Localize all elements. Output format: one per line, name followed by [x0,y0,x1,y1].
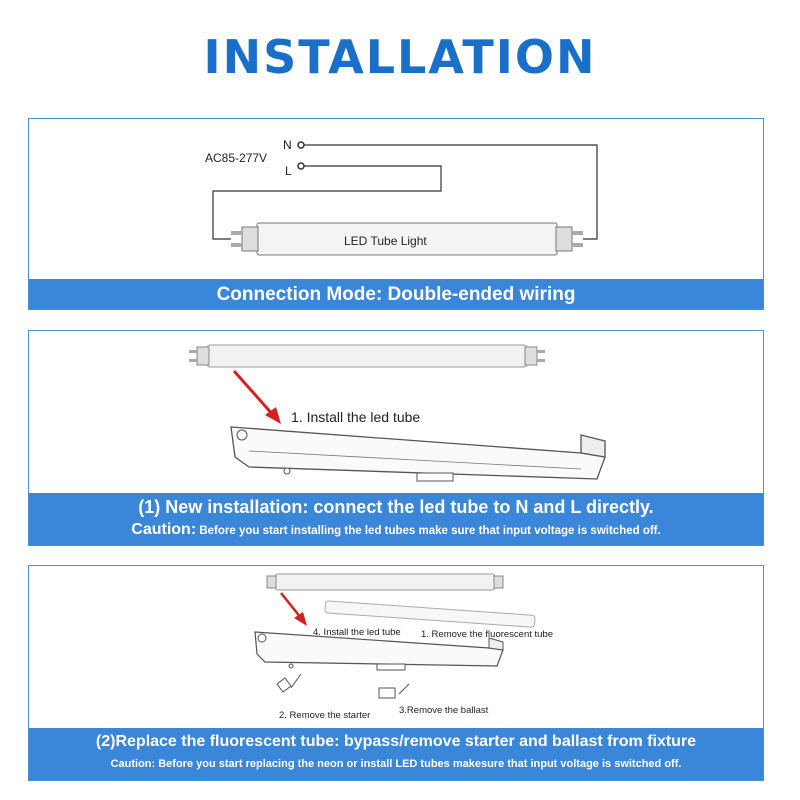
new-installation-illustration [29,331,765,495]
connection-mode-band [29,279,763,309]
left-pin-bottom [231,243,242,247]
tube-label: LED Tube Light [344,234,427,248]
left-end-cap [242,227,258,251]
install-arrow [234,371,274,416]
step-3-label: 3.Remove the ballast [399,705,489,716]
step-1-label: 1. Install the led tube [291,409,421,425]
l-label: L [285,164,292,178]
tube-cap [267,576,276,588]
new-installation-panel [28,330,764,546]
n-terminal [298,142,304,148]
new-installation-band [29,493,763,545]
install-arrow [281,593,301,618]
wiring-panel [28,118,764,310]
ballast-icon [379,688,395,698]
fixture-slot [417,473,453,481]
right-end-cap [556,227,572,251]
left-pin-top [231,231,242,235]
replace-band [29,728,763,780]
fixture-slot [377,664,405,670]
wiring-diagram [29,119,765,281]
fixture-screw [289,664,293,668]
fluorescent-tube [325,601,535,628]
fixture-end [581,435,605,457]
pin [189,350,197,353]
replace-illustration [29,566,765,730]
new-installation-text: (1) New installation: connect the led tube to N and L directly. [138,497,654,517]
pin [537,359,545,362]
pin [189,359,197,362]
step-4-label: 4. Install the led tube [313,627,401,638]
replace-caution: Caution: Before you start replacing the neon or install LED tubes makesure that input voltage is switched off. [110,758,682,770]
right-pin-top [572,231,583,235]
connection-mode-text: Connection Mode: Double-ended wiring [216,284,576,305]
ballast-pointer [399,684,409,694]
caution-text: Before you start installing the led tubes make sure that input voltage is switched off. [196,525,661,537]
tube-cap [494,576,503,588]
tube-cap-right [525,347,537,365]
ac-voltage-label: AC85-277V [205,151,268,165]
replace-text: (2)Replace the fluorescent tube: bypass/remove starter and ballast from fixture [95,733,697,750]
pin [537,350,545,353]
led-tube [275,574,495,590]
right-pin-bottom [572,243,583,247]
caution-line [29,521,763,539]
fixture-hole [258,634,266,642]
led-tube [207,345,527,367]
page-title: INSTALLATION [203,30,597,84]
l-terminal [298,163,304,169]
caution-label: Caution: [131,521,197,538]
replace-fluorescent-panel [28,565,764,781]
fixture-hole [237,430,247,440]
starter-icon [277,674,301,692]
fixture-screw [284,468,290,474]
step-1-label: 1. Remove the fluorescent tube [421,629,554,640]
n-label: N [283,138,292,152]
tube-cap-left [197,347,209,365]
step-2-label: 2. Remove the starter [279,710,371,721]
arrow-head [294,612,307,626]
